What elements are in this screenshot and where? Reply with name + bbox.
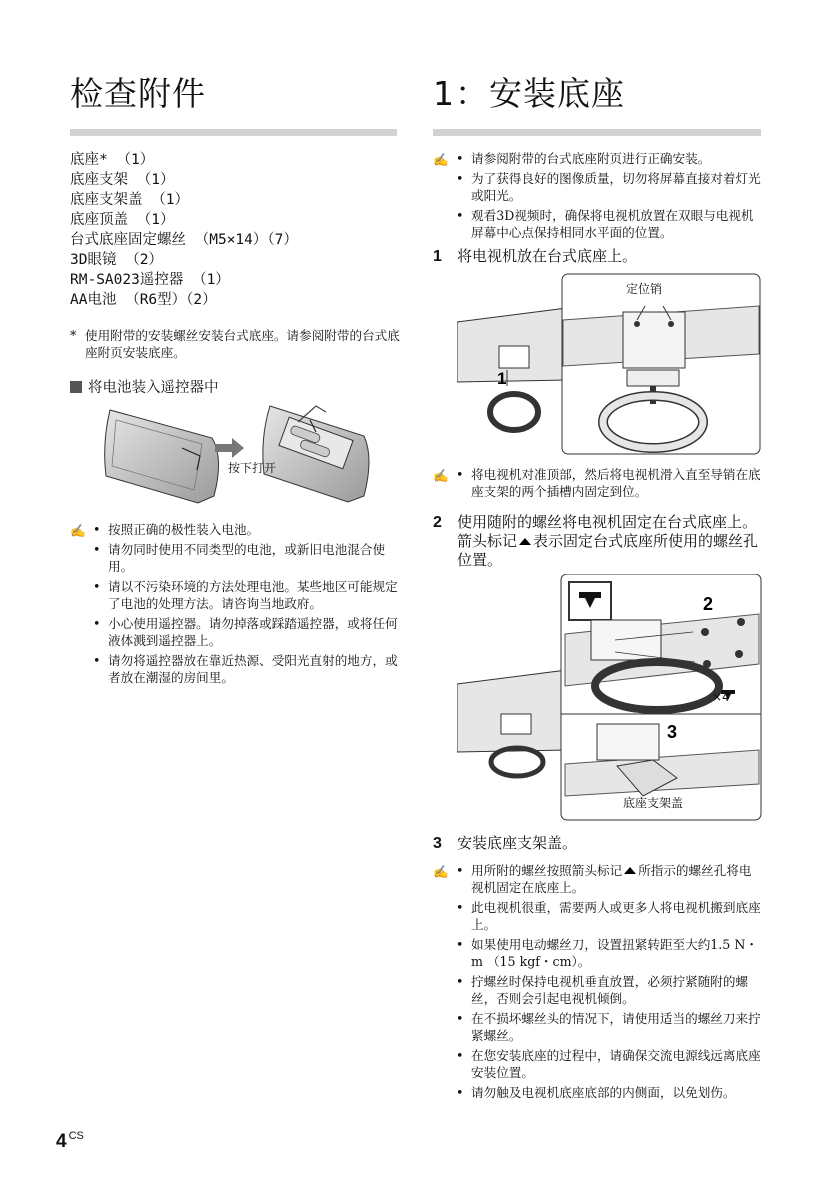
- footnote-text: 使用附带的安装螺丝安装台式底座。请参阅附带的台式底座附页安装底座。: [85, 328, 400, 360]
- intro-notes: [433, 150, 763, 244]
- stand-title: 1：安装底座: [433, 74, 625, 113]
- pencil-note-icon: ✍: [433, 864, 449, 879]
- footnote: [70, 327, 400, 361]
- step-text-part: 表示固定台式底座所使用的螺丝孔位置。: [457, 532, 759, 569]
- accessories-title: 检查附件: [70, 74, 206, 113]
- battery-label: 按下打开: [228, 461, 277, 475]
- battery-heading: [70, 376, 219, 397]
- battery-heading-text: 将电池装入遥控器中: [88, 380, 219, 396]
- callout-1: 1: [497, 369, 507, 388]
- list-item: • 在不损坏螺丝头的情况下，请使用适当的螺丝刀来拧紧螺丝。: [471, 1010, 763, 1044]
- list-item: 底座* （1）: [70, 152, 155, 168]
- step-1: [433, 247, 763, 266]
- step-number: 1: [433, 248, 442, 265]
- title-rule: [433, 129, 761, 136]
- list-item: RM-SA023遥控器 （1）: [70, 272, 230, 288]
- callout-3: 3: [667, 722, 678, 742]
- step-number: 3: [433, 835, 442, 852]
- list-item: • 请参阅附带的台式底座附页进行正确安装。: [471, 150, 763, 167]
- step3-notes: [433, 862, 763, 1104]
- list-item: • 拧螺丝时保持电视机垂直放置，必须拧紧随附的螺丝，否则会引起电视机倾倒。: [471, 973, 763, 1007]
- pencil-note-icon: ✍: [433, 152, 449, 167]
- list-item: • 请勿将遥控器放在靠近热源、受阳光直射的地方，或者放在潮湿的房间里。: [108, 652, 400, 686]
- list-item: • 请以不污染环境的方法处理电池。某些地区可能规定了电池的处理方法。请咨询当地政府。: [108, 578, 400, 612]
- footnote-mark: *: [70, 328, 77, 343]
- list-item: 台式底座固定螺丝 （M5×14）（7）: [70, 232, 298, 248]
- step-3: [433, 834, 763, 853]
- step-text: 安装底座支架盖。: [457, 834, 578, 852]
- page-number-value: 4: [56, 1131, 67, 1152]
- stand-figure-1: [457, 272, 763, 456]
- list-item: • 请勿同时使用不同类型的电池，或新旧电池混合使用。: [108, 541, 400, 575]
- list-item: AA电池 （R6型）（2）: [70, 292, 217, 308]
- callout-2: 2: [703, 594, 714, 614]
- arrow-up-icon: [519, 538, 531, 545]
- step-text: 将电视机放在台式底座上。: [457, 247, 638, 265]
- list-item: • 观看3D视频时，确保将电视机放置在双眼与电视机屏幕中心点保持相同水平面的位置。: [471, 207, 763, 241]
- pencil-note-icon: ✍: [433, 468, 449, 483]
- locating-pin-label: 定位销: [626, 282, 663, 296]
- stand-cover-label: 底座支架盖: [623, 796, 684, 810]
- list-item: [471, 862, 763, 896]
- list-item: • 为了获得良好的图像质量，切勿将屏幕直接对着灯光或阳光。: [471, 170, 763, 204]
- title-rule: [70, 129, 397, 136]
- list-item: • 小心使用遥控器。请勿掉落或踩踏遥控器，或将任何液体溅到遥控器上。: [108, 615, 400, 649]
- battery-illustration: [102, 398, 392, 510]
- pencil-note-icon: ✍: [70, 523, 86, 538]
- list-item: • 请勿触及电视机底座底部的内侧面，以免划伤。: [471, 1084, 763, 1101]
- list-item: • 将电视机对准顶部，然后将电视机滑入直至导销在底座支架的两个插槽内固定到位。: [471, 466, 763, 500]
- list-item: • 此电视机很重，需要两人或更多人将电视机搬到底座上。: [471, 899, 763, 933]
- arrow-up-icon: [624, 867, 636, 874]
- list-item: 底座顶盖 （1）: [70, 212, 175, 228]
- list-item: 底座支架 （1）: [70, 172, 175, 188]
- step1-notes: [433, 466, 763, 503]
- list-item: • 如果使用电动螺丝刀，设置扭紧转距至大约1.5 N・m （15 kgf・cm）。: [471, 936, 763, 970]
- square-bullet-icon: [70, 381, 82, 393]
- list-item: • 按照正确的极性装入电池。: [108, 521, 400, 538]
- list-item: 3D眼镜 （2）: [70, 252, 163, 268]
- language-code: CS: [68, 1130, 84, 1142]
- page-number: [56, 1130, 84, 1153]
- note-text-part: 用所附的螺丝按照箭头标记: [471, 863, 623, 878]
- list-item: 底座支架盖 （1）: [70, 192, 189, 208]
- list-item: • 在您安装底座的过程中，请确保交流电源线远离底座安装位置。: [471, 1047, 763, 1081]
- battery-notes: [70, 521, 400, 689]
- step-text: [433, 513, 763, 570]
- screw-count: ×4: [712, 690, 730, 704]
- step-text-part: 使用随附的螺丝将电视机固定在台式底座上。箭头标记: [457, 513, 758, 550]
- note-text-part: 所指示的螺丝孔将电视机固定在底座上。: [471, 863, 752, 895]
- step-2: [433, 513, 763, 570]
- step-number: 2: [433, 514, 442, 531]
- accessories-list: [70, 150, 298, 310]
